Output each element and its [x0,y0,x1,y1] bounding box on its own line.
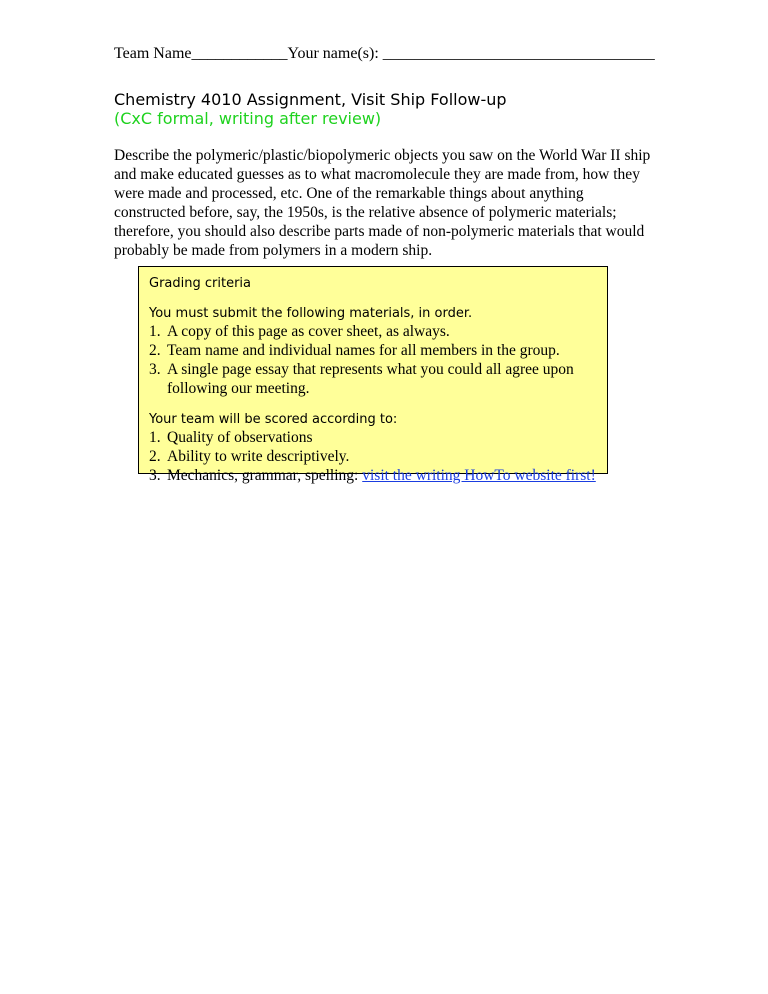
list-item: 1. Quality of observations [149,429,313,446]
grading-criteria-heading: Grading criteria [149,276,251,291]
scoring-list [149,428,597,485]
assignment-description: Describe the polymeric/plastic/biopolymeric objects you saw on the World War II ship and make educated guesses as to what macromolecule they are made from, how they were made and processed, etc. One of the remarkable things about anything constructed before, say, the 1950s, is the relative absence of polymeric materials; therefore, you should also describe parts made of non-polymeric materials that would probably be made from polymers in a modern ship. [114,147,651,259]
list-item: 2. Ability to write descriptively. [149,448,350,465]
submit-materials-heading: You must submit the following materials, in order. [149,306,473,321]
list-item: 2. Team name and individual names for all members in the group. [149,342,560,359]
scoring-heading: Your team will be scored according to: [149,412,398,427]
assignment-subtitle: (CxC formal, writing after review) [114,109,382,128]
grading-criteria-box [138,266,608,484]
list-item: 3. Mechanics, grammar, spelling: visit the writing HowTo website first! [149,467,596,484]
list-item: 3. A single page essay that represents what you could all agree upon following our meeting. [149,361,574,397]
submit-materials-list [149,322,597,398]
writing-howto-link[interactable]: visit the writing HowTo website first! [362,467,596,484]
assignment-title: Chemistry 4010 Assignment, Visit Ship Follow-up [114,90,507,109]
team-name-line: Team Name____________Your name(s): __________________________________ [114,45,655,62]
list-item: 1. A copy of this page as cover sheet, as always. [149,323,450,340]
document-page [114,44,655,484]
title-block [114,90,654,128]
